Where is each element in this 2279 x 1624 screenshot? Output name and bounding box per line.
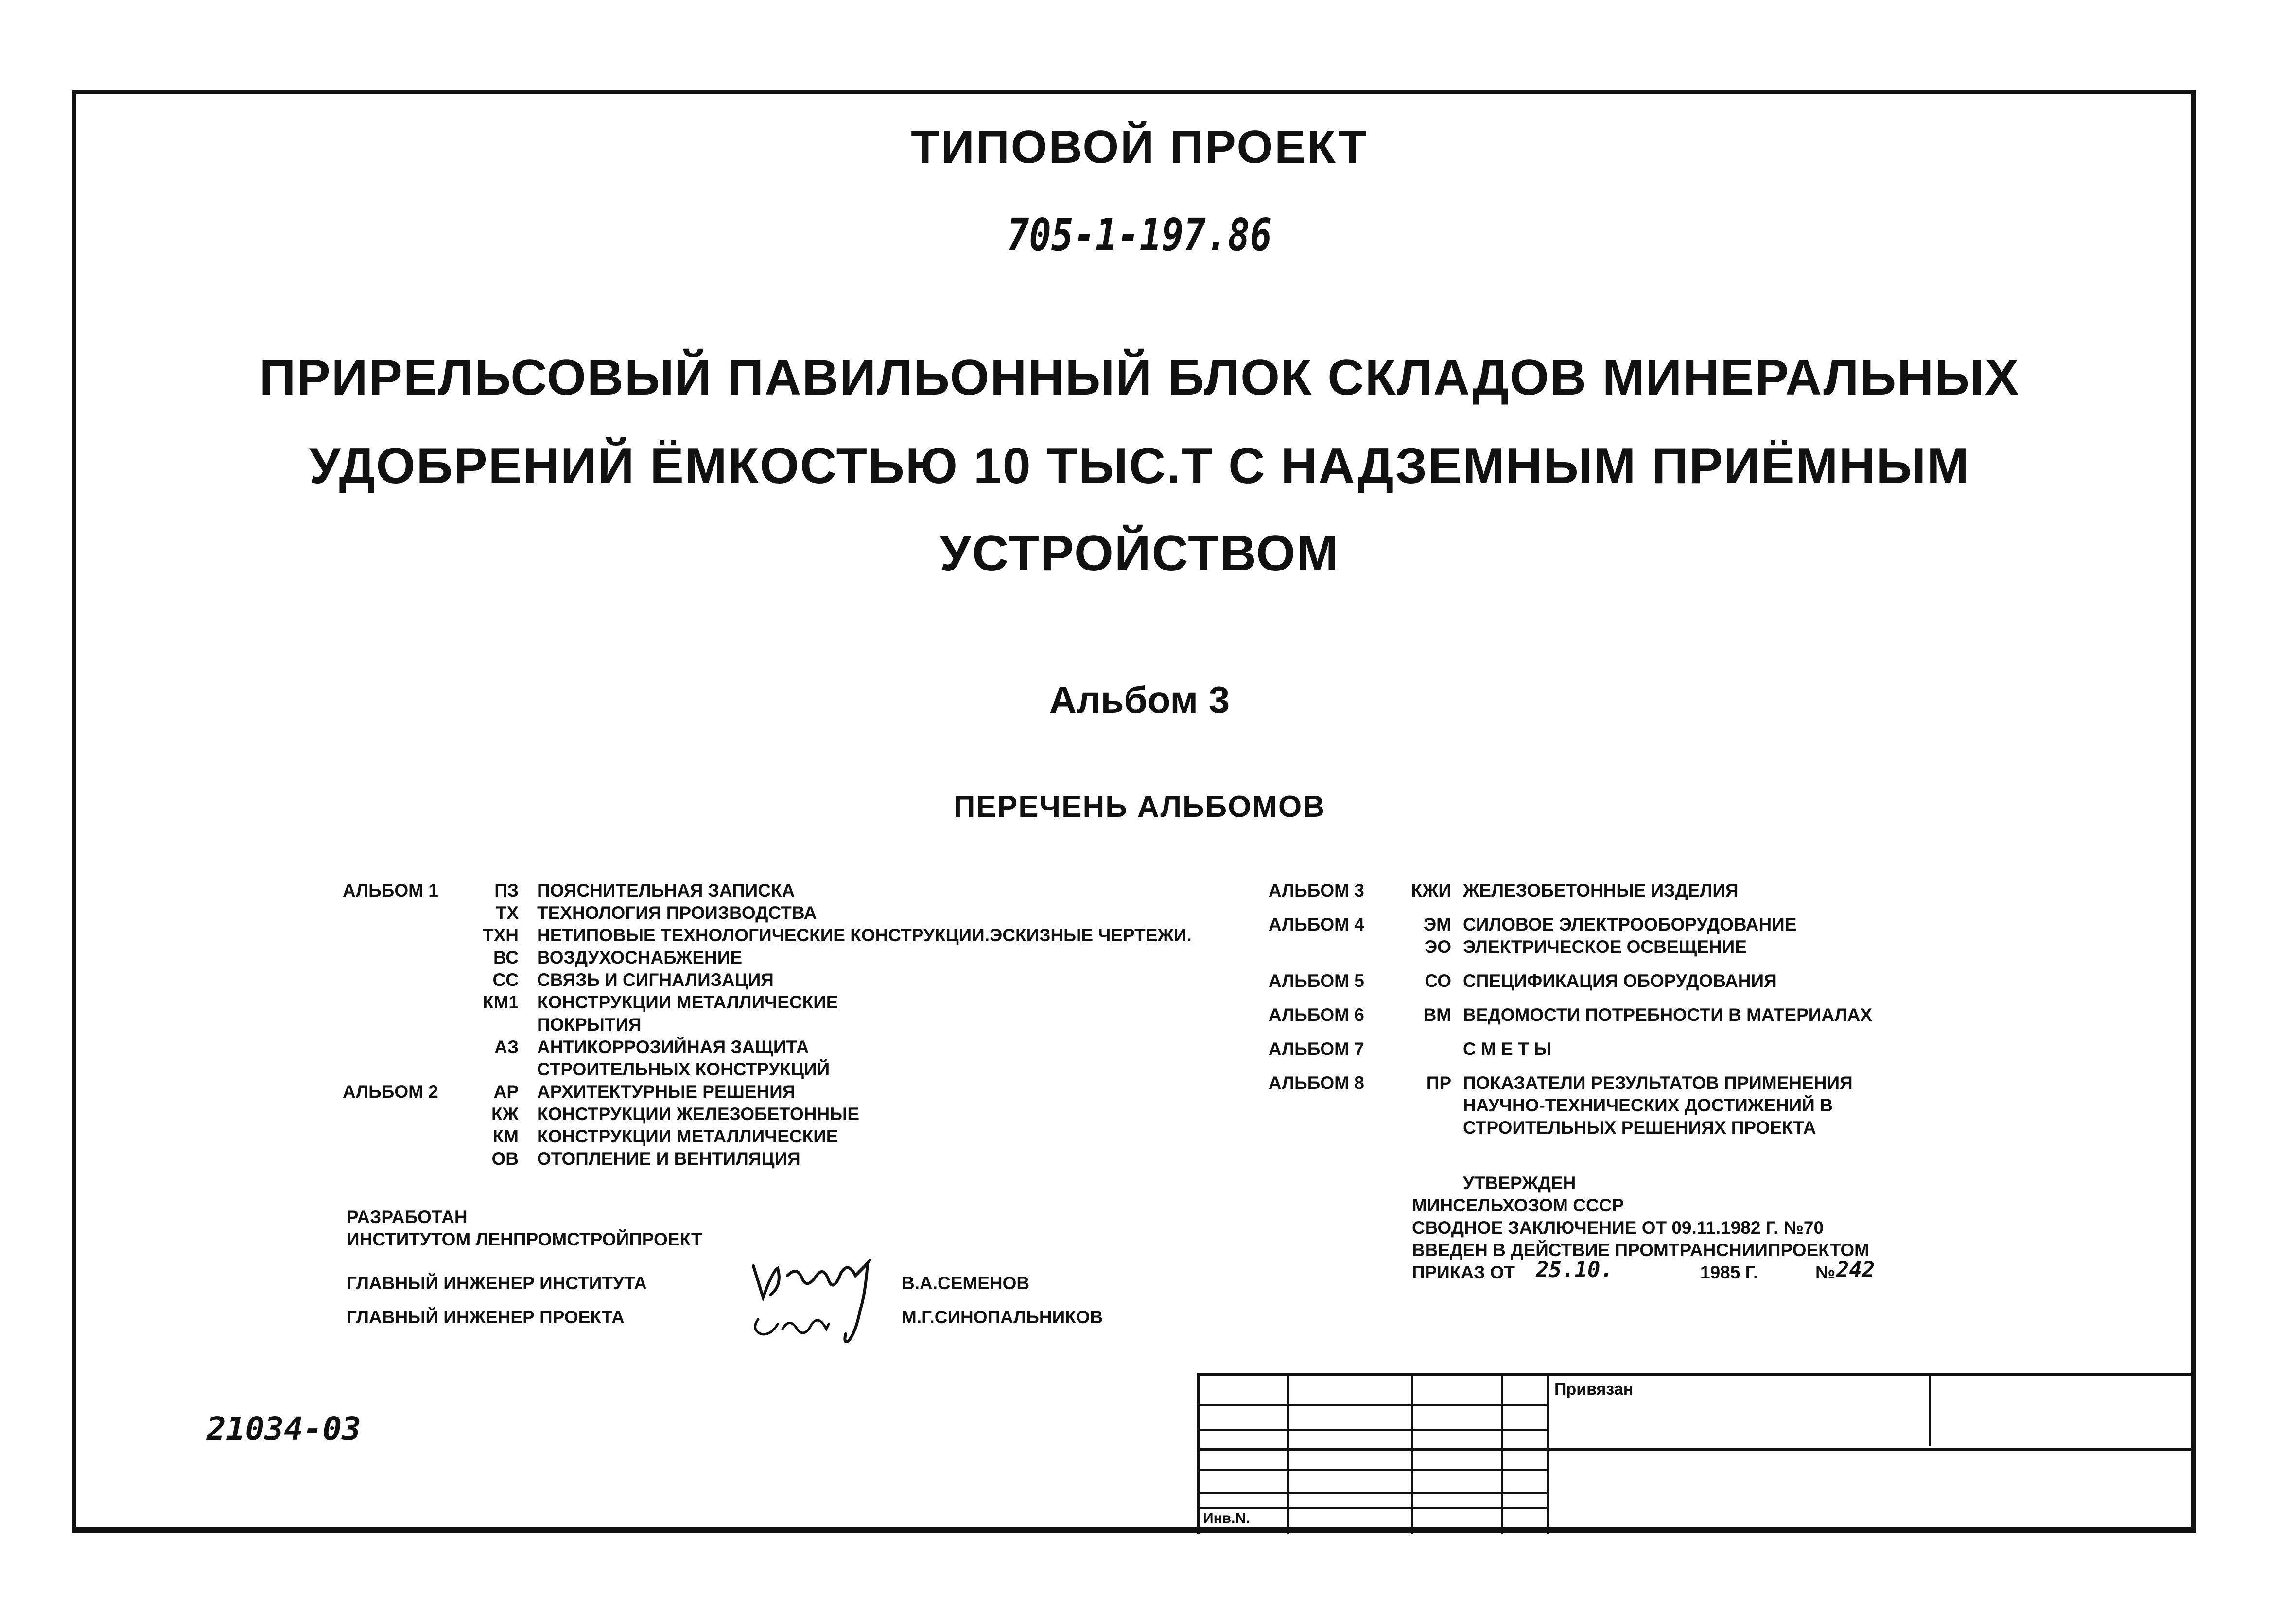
album-section-code: ПЗ — [494, 881, 519, 900]
album-section-description: АНТИКОРРОЗИЙНАЯ ЗАЩИТА — [537, 1037, 809, 1057]
album-section-description: КОНСТРУКЦИИ ЖЕЛЕЗОБЕТОННЫЕ — [537, 1104, 860, 1124]
album-section-code: ПР — [1426, 1073, 1451, 1093]
album-section-code: КМ1 — [483, 992, 519, 1012]
album-section-description: ВОЗДУХОСНАБЖЕНИЕ — [537, 948, 743, 967]
album-list-right — [1269, 880, 2143, 1161]
album-section-code: ТХ — [495, 903, 519, 923]
album-list-left — [343, 880, 1266, 1200]
album-section-description: НЕТИПОВЫЕ ТЕХНОЛОГИЧЕСКИЕ КОНСТРУКЦИИ.ЭСКИЗНЫЕ ЧЕРТЕЖИ. — [537, 925, 1192, 945]
developer-org: ИНСТИТУТОМ ЛЕНПРОМСТРОЙПРОЕКТ — [347, 1229, 702, 1249]
album-section-code: ЭМ — [1423, 915, 1451, 934]
album-section-code: АР — [493, 1082, 519, 1102]
album-section-description: ПОКАЗАТЕЛИ РЕЗУЛЬТАТОВ ПРИМЕНЕНИЯ — [1463, 1073, 1853, 1093]
album-section-code: АЗ — [494, 1037, 519, 1057]
album-section-description: СТРОИТЕЛЬНЫХ РЕШЕНИЯХ ПРОЕКТА — [1463, 1118, 1816, 1138]
album-section-description: СТРОИТЕЛЬНЫХ КОНСТРУКЦИЙ — [537, 1059, 830, 1079]
album-section-description: ВЕДОМОСТИ ПОТРЕБНОСТИ В МАТЕРИАЛАХ — [1463, 1005, 1872, 1025]
privyazan-label: Привязан — [1554, 1380, 1634, 1399]
signature-icon — [744, 1256, 899, 1348]
approval-line-3: СВОДНОЕ ЗАКЛЮЧЕНИЕ ОТ 09.11.1982 Г. №70 — [1412, 1218, 1824, 1238]
project-title-line-3: УСТРОЙСТВОМ — [939, 525, 1340, 582]
album-section-description: ПОКРЫТИЯ — [537, 1015, 642, 1035]
album-section-description: СВЯЗЬ И СИГНАЛИЗАЦИЯ — [537, 970, 774, 990]
album-label: АЛЬБОМ 8 — [1269, 1073, 1364, 1093]
album-section-code: ЭО — [1424, 937, 1451, 957]
album-label: АЛЬБОМ 7 — [1269, 1039, 1364, 1059]
inventory-number-handwritten: 21034-03 — [207, 1410, 361, 1448]
approval-line-1: УТВЕРЖДЕН — [1463, 1173, 1576, 1193]
album-label: АЛЬБОМ 3 — [1269, 881, 1364, 900]
album-section-description: ЭЛЕКТРИЧЕСКОЕ ОСВЕЩЕНИЕ — [1463, 937, 1747, 957]
album-section-code: ВМ — [1423, 1005, 1451, 1025]
album-section-code: КЖ — [491, 1104, 519, 1124]
order-number-handwritten: 242 — [1836, 1258, 1875, 1282]
album-label: АЛЬБОМ 5 — [1269, 971, 1364, 991]
album-section-code: СС — [492, 970, 519, 990]
order-year: 1985 Г. — [1700, 1262, 1758, 1282]
inventory-label: Инв.N. — [1203, 1510, 1250, 1526]
document-type: ТИПОВОЙ ПРОЕКТ — [911, 121, 1368, 173]
project-code: 705-1-197.86 — [1007, 209, 1272, 261]
album-section-code: КЖИ — [1411, 881, 1451, 900]
chief-engineer-institute-role: ГЛАВНЫЙ ИНЖЕНЕР ИНСТИТУТА — [347, 1273, 647, 1293]
chief-engineer-institute-name: В.А.СЕМЕНОВ — [902, 1273, 1030, 1293]
album-label: АЛЬБОМ 2 — [343, 1082, 438, 1102]
album-section-description: СИЛОВОЕ ЭЛЕКТРООБОРУДОВАНИЕ — [1463, 915, 1797, 934]
album-section-code: ТХН — [483, 925, 519, 945]
album-section-code: СО — [1425, 971, 1451, 991]
approval-line-2: МИНСЕЛЬХОЗОМ СССР — [1412, 1195, 1624, 1215]
album-section-code: КМ — [492, 1126, 519, 1146]
album-section-code: ОВ — [491, 1149, 519, 1169]
developed-by-label: РАЗРАБОТАН — [347, 1207, 468, 1227]
approval-line-4: ВВЕДЕН В ДЕЙСТВИЕ ПРОМТРАНСНИИПРОЕКТОМ — [1412, 1240, 1869, 1260]
album-number: Альбом 3 — [1049, 678, 1230, 721]
project-title-line-2: УДОБРЕНИЙ ЁМКОСТЬЮ 10 ТЫС.Т С НАДЗЕМНЫМ ПРИЁМНЫМ — [309, 438, 1970, 494]
album-section-description: ОТОПЛЕНИЕ И ВЕНТИЛЯЦИЯ — [537, 1149, 800, 1169]
album-section-description: ПОЯСНИТЕЛЬНАЯ ЗАПИСКА — [537, 881, 795, 900]
title-block-grid — [1197, 1373, 2191, 1534]
album-list-title: ПЕРЕЧЕНЬ АЛЬБОМОВ — [953, 790, 1326, 824]
album-section-description: ЖЕЛЕЗОБЕТОННЫЕ ИЗДЕЛИЯ — [1463, 881, 1739, 900]
album-section-description: НАУЧНО-ТЕХНИЧЕСКИХ ДОСТИЖЕНИЙ В — [1463, 1095, 1833, 1115]
album-section-description: КОНСТРУКЦИИ МЕТАЛЛИЧЕСКИЕ — [537, 992, 838, 1012]
order-prefix: ПРИКАЗ ОТ — [1412, 1262, 1515, 1282]
album-section-description: КОНСТРУКЦИИ МЕТАЛЛИЧЕСКИЕ — [537, 1126, 838, 1146]
album-section-description: АРХИТЕКТУРНЫЕ РЕШЕНИЯ — [537, 1082, 796, 1102]
order-date-handwritten: 25.10. — [1536, 1258, 1613, 1282]
chief-engineer-project-name: М.Г.СИНОПАЛЬНИКОВ — [902, 1307, 1103, 1327]
album-label: АЛЬБОМ 6 — [1269, 1005, 1364, 1025]
order-number-prefix: № — [1815, 1262, 1836, 1282]
album-label: АЛЬБОМ 4 — [1269, 915, 1364, 934]
album-section-description: СПЕЦИФИКАЦИЯ ОБОРУДОВАНИЯ — [1463, 971, 1777, 991]
album-section-description: ТЕХНОЛОГИЯ ПРОИЗВОДСТВА — [537, 903, 817, 923]
album-section-description: С М Е Т Ы — [1463, 1039, 1552, 1059]
project-title-line-1: ПРИРЕЛЬСОВЫЙ ПАВИЛЬОННЫЙ БЛОК СКЛАДОВ МИНЕРАЛЬНЫХ — [259, 349, 2020, 406]
chief-engineer-project-role: ГЛАВНЫЙ ИНЖЕНЕР ПРОЕКТА — [347, 1307, 625, 1327]
album-section-code: ВС — [493, 948, 519, 967]
album-label: АЛЬБОМ 1 — [343, 881, 438, 900]
